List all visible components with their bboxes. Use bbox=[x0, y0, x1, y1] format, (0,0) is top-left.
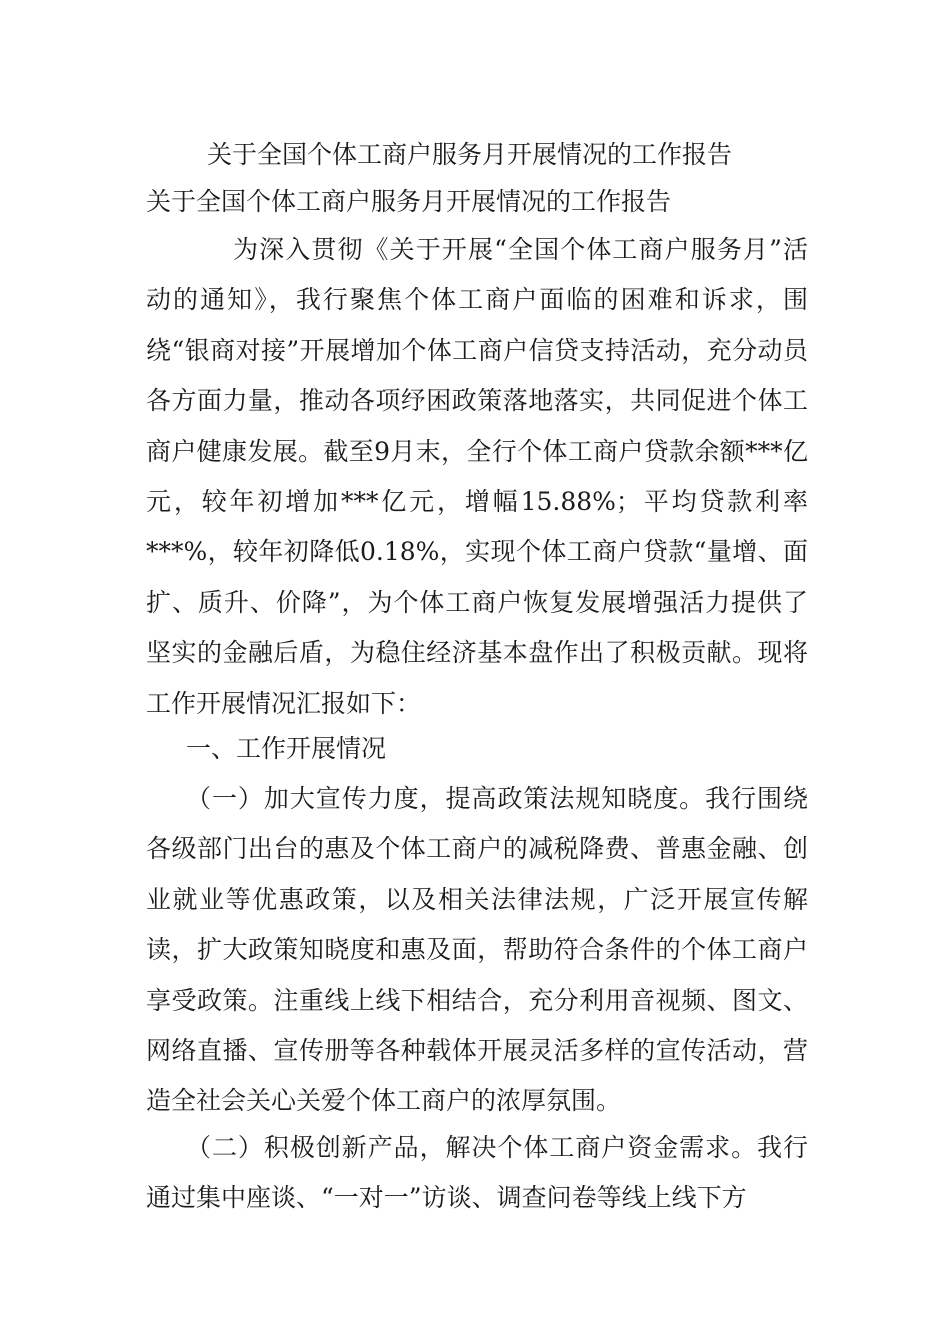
paragraph-two: （二）积极创新产品，解决个体工商户资金需求。我行通过集中座谈、“一对一”访谈、调查问卷等线上线下方 bbox=[146, 1133, 808, 1213]
intro-paragraph: 为深入贯彻《关于开展“全国个体工商户服务月”活动的通知》，我行聚焦个体工商户面临的困难和诉求，围绕“银商对接”开展增加个体工商户信贷支持活动，充分动员各方面力量，推动各项纾困政策落地落实，共同促进个体工商户健康发展。截至9月末，全行个体工商户贷款余额***亿元，较年初增加***亿元，增幅15.88%；平均贷款利率***%，较年初降低0.18%，实现个体工商户贷款“量增、面扩、质升、价降”，为个体工商户恢复发展增强活力提供了坚实的金融后盾，为稳住经济基本盘作出了积极贡献。现将工作开展情况汇报如下： bbox=[146, 235, 808, 718]
document-subtitle: 关于全国个体工商户服务月开展情况的工作报告 bbox=[146, 187, 672, 216]
section-heading: 一、工作开展情况 bbox=[186, 734, 387, 763]
paragraph-one: （一）加大宣传力度，提高政策法规知晓度。我行围绕各级部门出台的惠及个体工商户的减税降费、普惠金融、创业就业等优惠政策，以及相关法律法规，广泛开展宣传解读，扩大政策知晓度和惠及面，帮助符合条件的个体工商户享受政策。注重线上线下相结合，充分利用音视频、图文、网络直播、宣传册等各种载体开展灵活多样的宣传活动，营造全社会关心关爱个体工商户的浓厚氛围。 bbox=[146, 784, 808, 1116]
document-title: 关于全国个体工商户服务月开展情况的工作报告 bbox=[207, 140, 733, 169]
